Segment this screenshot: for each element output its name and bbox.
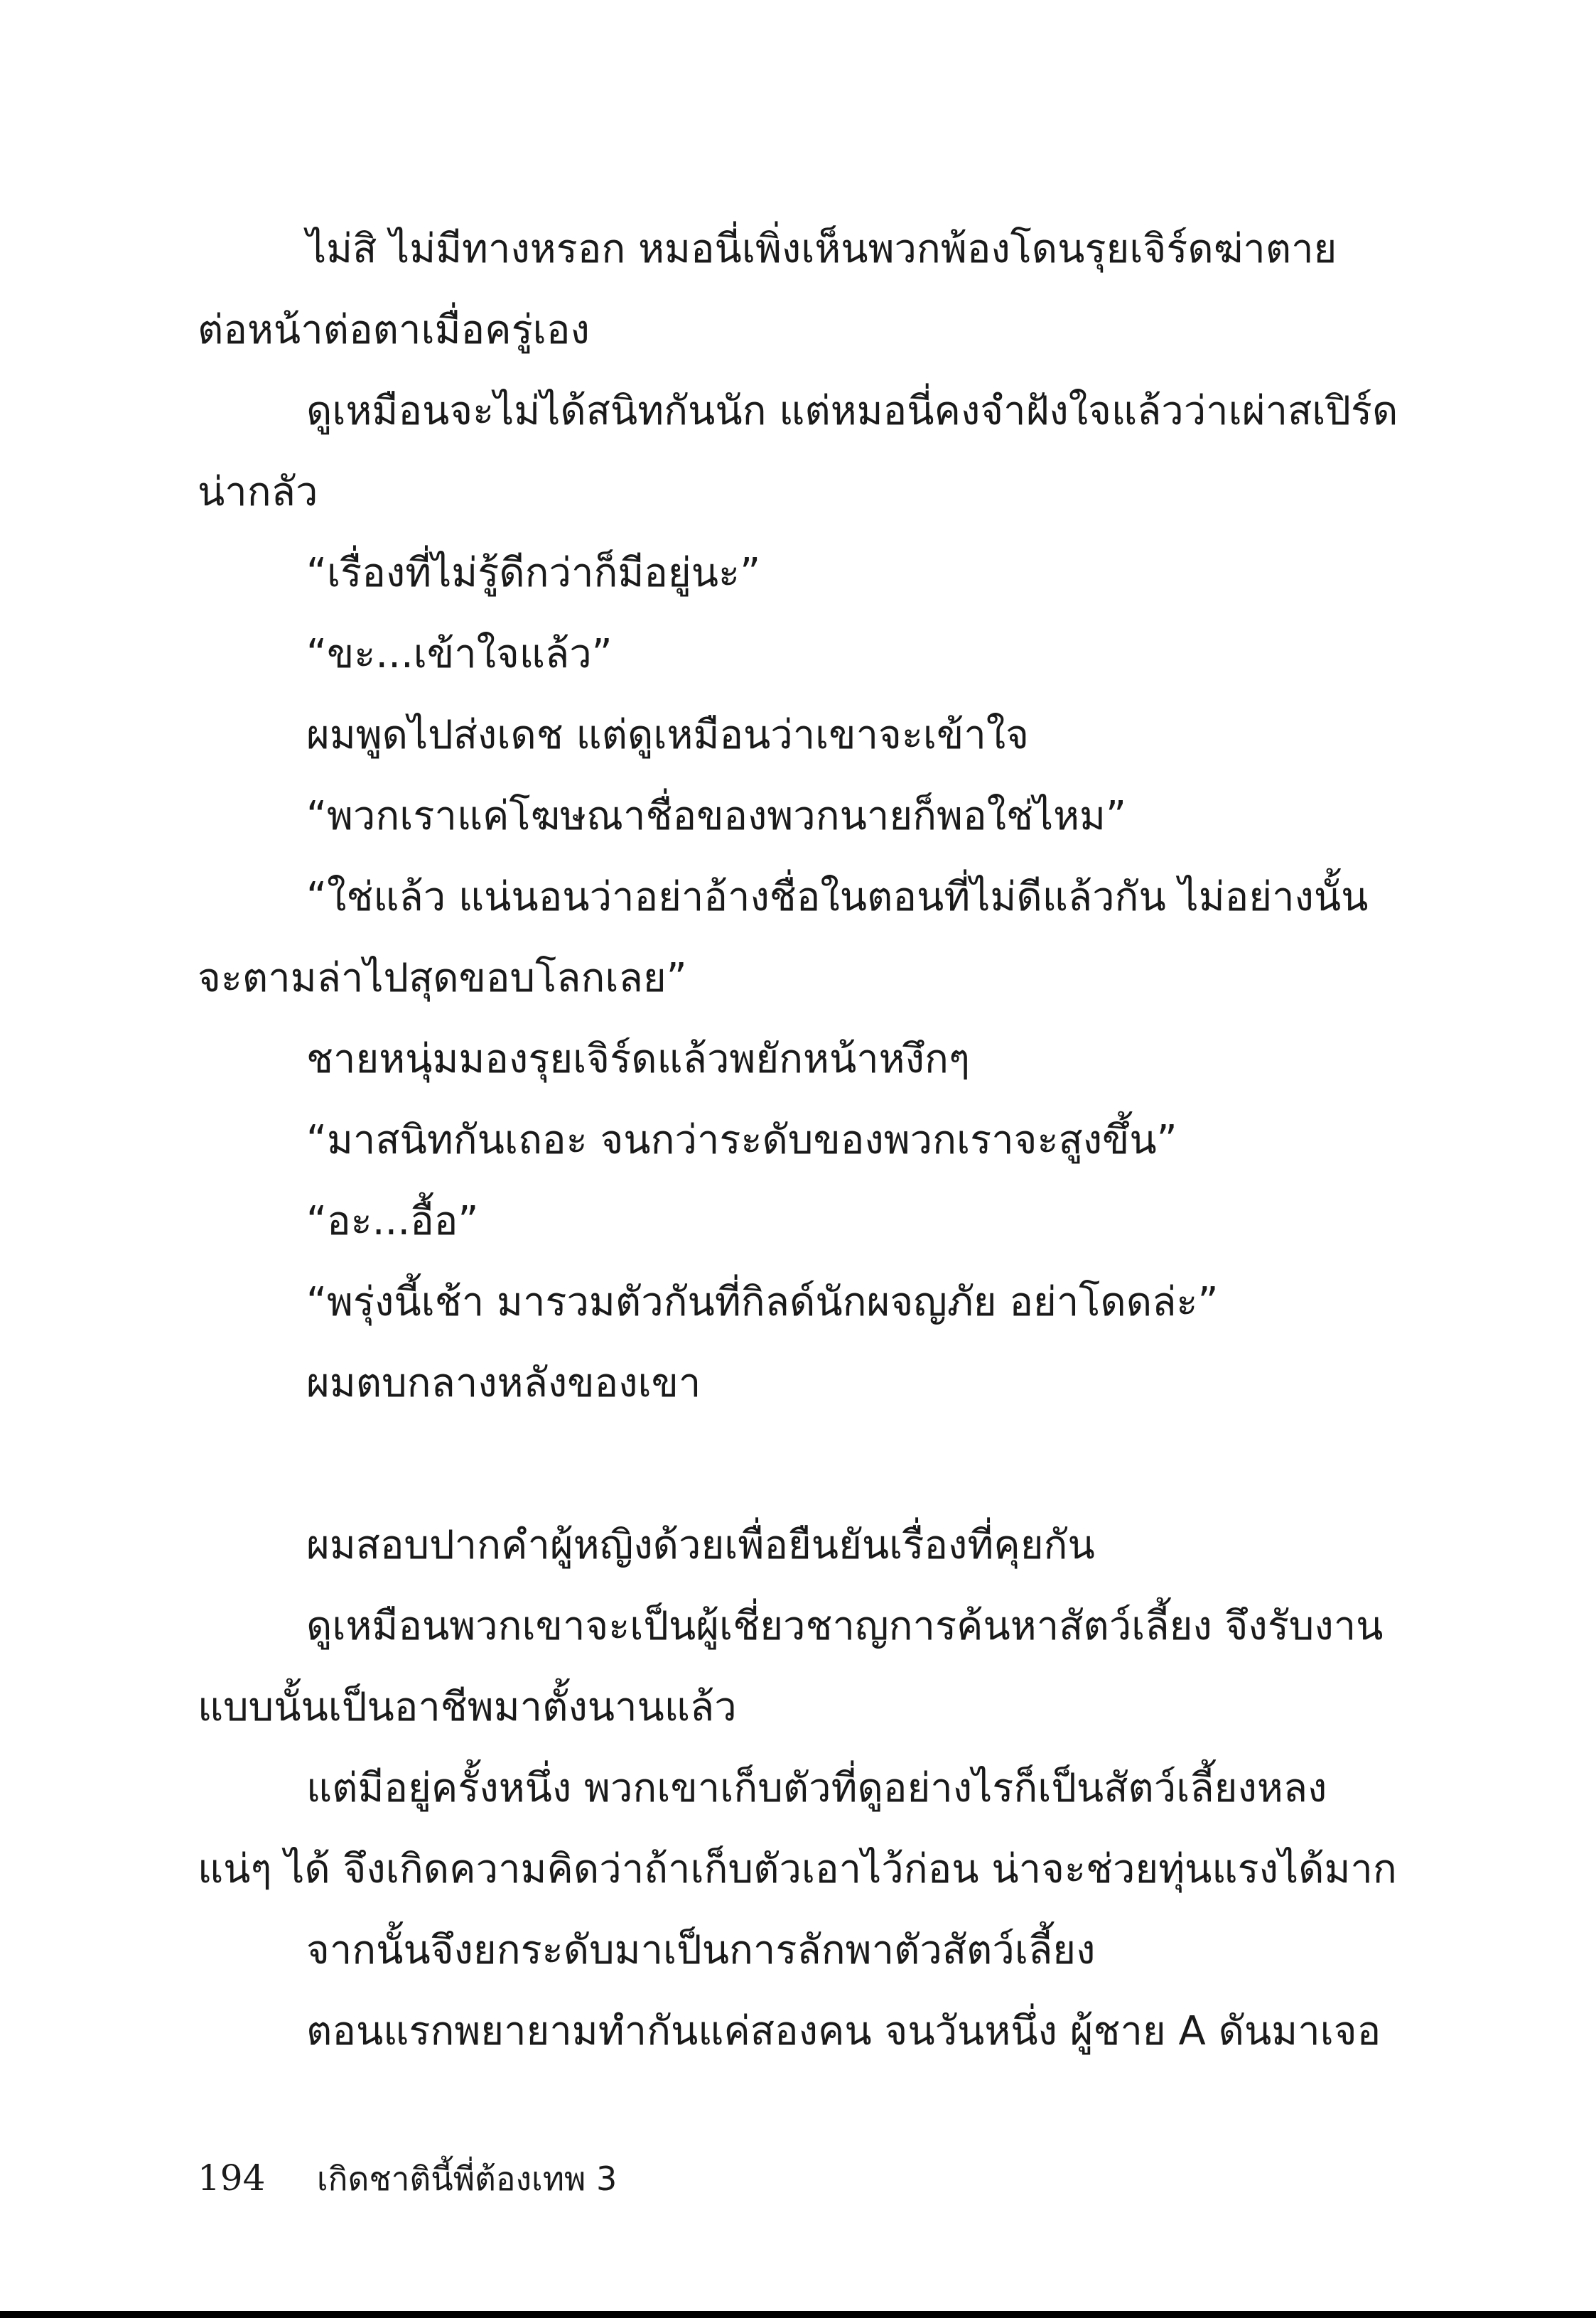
dialogue-line: “พวกเราแค่โฆษณาชื่อของพวกนายก็พอใช่ไหม”: [306, 793, 1126, 839]
dialogue-line: “เรื่องที่ไม่รู้ดีกว่าก็มีอยู่นะ”: [306, 550, 761, 596]
paragraph-line: ดูเหมือนจะไม่ได้สนิทกันนัก แต่หมอนี่คงจำฝังใจแล้วว่าเผ่าสเปิร์ด: [306, 388, 1398, 434]
page-number: 194: [198, 2157, 266, 2199]
dialogue-line: “อะ...อื้อ”: [306, 1198, 479, 1244]
dialogue-line: “พรุ่งนี้เช้า มารวมตัวกันที่กิลด์นักผจญภัย อย่าโดดล่ะ”: [306, 1279, 1219, 1325]
page-footer: [198, 2153, 617, 2203]
paragraph-line: แบบนั้นเป็นอาชีพมาตั้งนานแล้ว: [198, 1684, 737, 1730]
dialogue-line: จะตามล่าไปสุดขอบโลกเลย”: [198, 955, 687, 1001]
dialogue-line: “มาสนิทกันเถอะ จนกว่าระดับของพวกเราจะสูงขึ้น”: [306, 1117, 1177, 1163]
paragraph-line: ต่อหน้าต่อตาเมื่อครู่เอง: [198, 307, 590, 353]
paragraph-line: ดูเหมือนพวกเขาจะเป็นผู้เชี่ยวชาญการค้นหาสัตว์เลี้ยง จึงรับงาน: [306, 1603, 1384, 1649]
paragraph-line: จากนั้นจึงยกระดับมาเป็นการลักพาตัวสัตว์เลี้ยง: [306, 1927, 1096, 1973]
paragraph-line: ผมสอบปากคำผู้หญิงด้วยเพื่อยืนยันเรื่องที่คุยกัน: [306, 1522, 1095, 1568]
paragraph-line: ไม่สิ ไม่มีทางหรอก หมอนี่เพิ่งเห็นพวกพ้องโดนรุยเจิร์ดฆ่าตาย: [306, 226, 1337, 272]
paragraph-line: น่ากลัว: [198, 469, 318, 515]
paragraph-line: ผมตบกลางหลังของเขา: [306, 1360, 701, 1406]
dialogue-line: “ขะ...เข้าใจแล้ว”: [306, 631, 613, 677]
book-title: เกิดชาตินี้พี่ต้องเทพ 3: [316, 2160, 618, 2198]
body-text: [198, 209, 1398, 2072]
paragraph-line: ผมพูดไปส่งเดช แต่ดูเหมือนว่าเขาจะเข้าใจ: [306, 712, 1029, 758]
paragraph-line: ชายหนุ่มมองรุยเจิร์ดแล้วพยักหน้าหงึกๆ: [306, 1036, 970, 1082]
bottom-border: [0, 2311, 1596, 2318]
paragraph-line: แต่มีอยู่ครั้งหนึ่ง พวกเขาเก็บตัวที่ดูอย่างไรก็เป็นสัตว์เลี้ยงหลง: [306, 1765, 1327, 1811]
paragraph-line: แน่ๆ ได้ จึงเกิดความคิดว่าถ้าเก็บตัวเอาไว้ก่อน น่าจะช่วยทุ่นแรงได้มาก: [198, 1846, 1397, 1892]
paragraph-line: ตอนแรกพยายามทำกันแค่สองคน จนวันหนึ่ง ผู้ชาย A ดันมาเจอ: [306, 2008, 1381, 2054]
section-break: [198, 1424, 1306, 1505]
dialogue-line: “ใช่แล้ว แน่นอนว่าอย่าอ้างชื่อในตอนที่ไม่ดีแล้วกัน ไม่อย่างนั้น: [306, 874, 1369, 920]
